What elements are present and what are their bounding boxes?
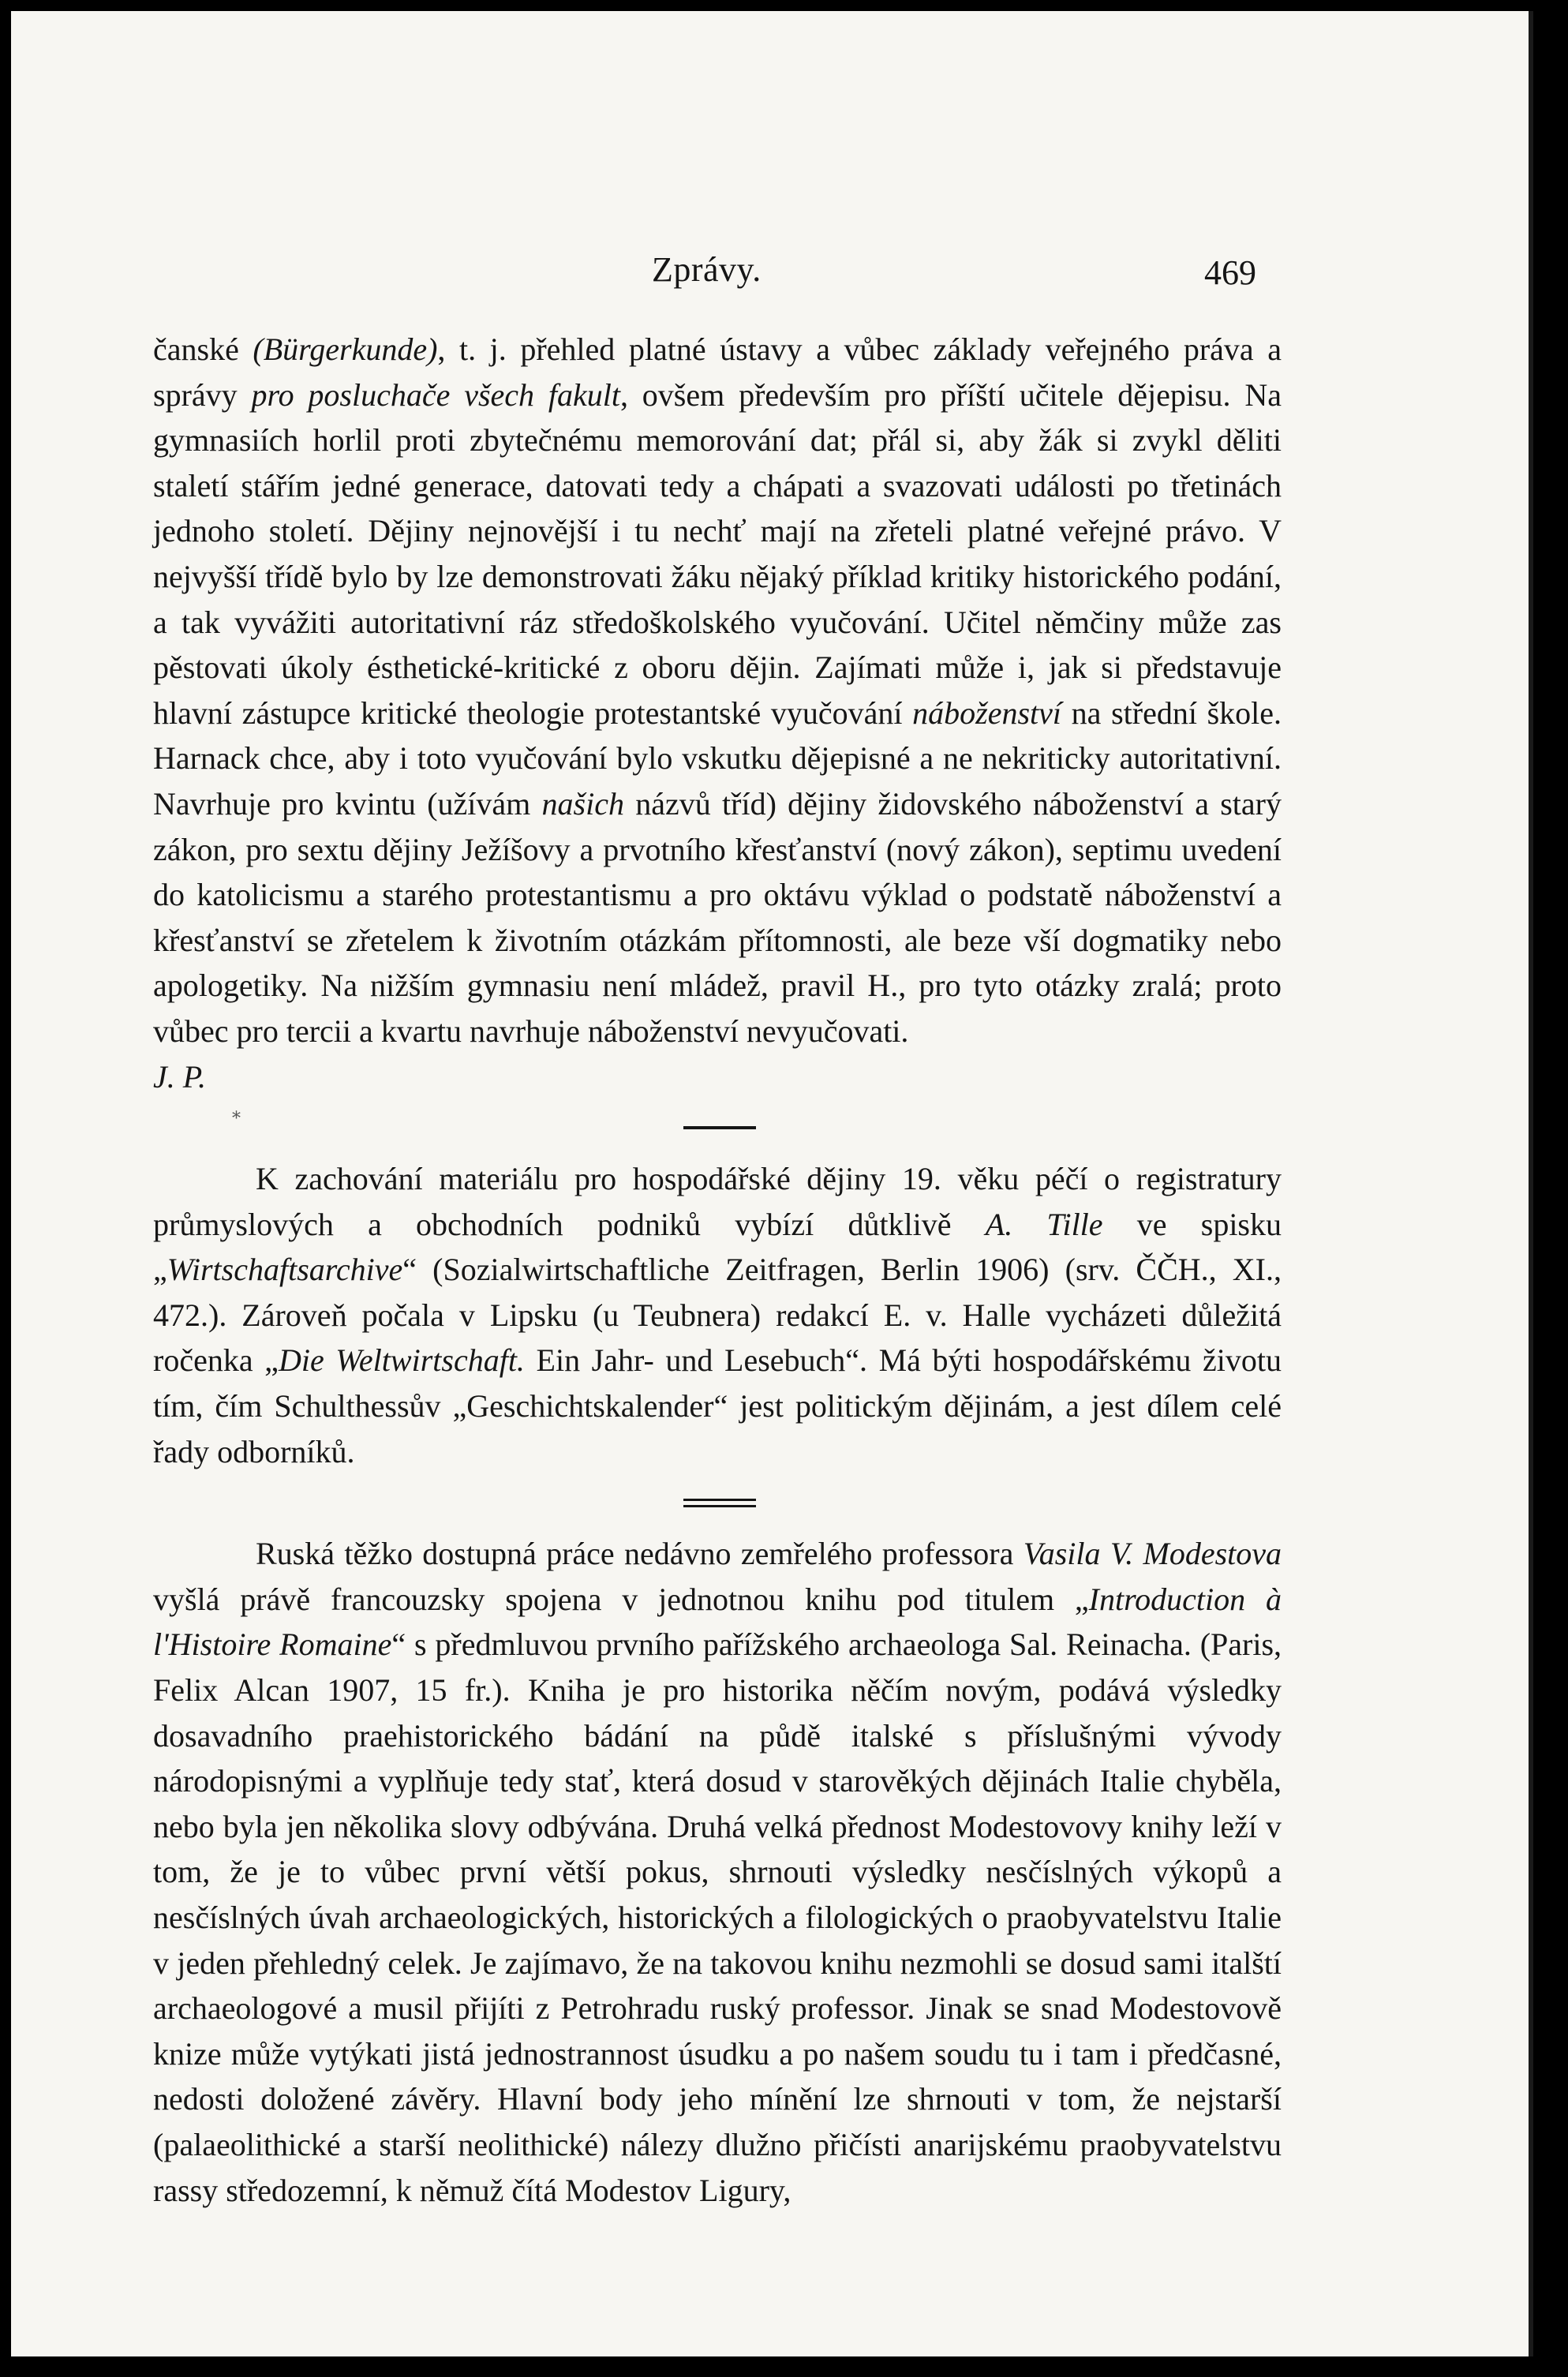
body-text bbox=[153, 327, 1282, 2213]
book-page bbox=[11, 11, 1533, 2356]
text-run: “ s předmluvou prvního pařížského archaeologa Sal. Reinacha. (Paris, Felix Alcan 1907, 15 fr.). Kniha je pro historika něčím novým, podává výsledky dosavadního praehistorického bádání na půdě italské s příslušnými vývody národopisnými a vyplňuje tedy stať, která dosud v starověkých dějinách Italie chyběla, nebo byla jen několika slovy odbývána. Druhá velká přednost Modestovovy knihy leží v tom, že je to vůbec první větší pokus, shrnouti výsledky nesčíslných výkopů a nesčíslných úvah archaeologických, historických a filologických o praobyvatelstvu Italie v jeden přehledný celek. Je zajímavo, že na takovou knihu nezmohli se dosud sami italští archaeologové a musil přijíti z Petrohradu ruský professor. Jinak se snad Modestovově knize může vytýkati jistá jednostrannost úsudku a po našem soudu tu i tam i předčasné, nedosti doložené závěry. Hlavní body jeho mínění lze shrnouti v tom, že nejstarší (palaeolithické a starší neolithické) nálezy dlužno přičísti anarijskému praobyvatelstvu rassy středozemní, k němuž čítá Modestov Ligury, bbox=[153, 1626, 1282, 2208]
italic-run: Vasila V. Modestova bbox=[1023, 1536, 1282, 1572]
section-separator bbox=[153, 1474, 1282, 1531]
text-run: na střední škole. Harnack chce, aby i toto vyučování bylo vskutku dějepisné a ne nekriticky autoritativní. Navrhuje pro kvintu (užívám bbox=[153, 694, 1282, 822]
margin-mark: ⁎ bbox=[232, 1102, 241, 1122]
running-head: Zprávy. bbox=[652, 250, 762, 289]
text-run: Ruská těžko dostupná práce nedávno zemřelého professora bbox=[256, 1536, 1024, 1572]
italic-run: pro posluchače všech fakult bbox=[251, 376, 620, 413]
text-run: , t. j. přehled platné ústavy a vůbec základy veřejného práva a správy bbox=[153, 331, 1282, 413]
text-run: ve spisku „ bbox=[153, 1206, 1282, 1288]
separator-double-rule bbox=[683, 1499, 756, 1501]
text-run: vyšlá právě francouzsky spojena v jednotnou knihu pod titulem „ bbox=[153, 1581, 1089, 1617]
italic-run: Wirtschaftsarchive bbox=[167, 1252, 403, 1288]
signature: J. P. bbox=[153, 1058, 207, 1095]
italic-run: náboženství bbox=[912, 694, 1062, 731]
page-number: 469 bbox=[1204, 253, 1256, 292]
italic-run: našich bbox=[541, 785, 624, 822]
italic-run: Introduction à l'Histoire Romaine bbox=[153, 1581, 1282, 1663]
italic-run: (Bürgerkunde) bbox=[253, 331, 438, 367]
text-run: K zachování materiálu pro hospodářské dějiny 19. věku péčí o registratury průmyslových a obchodních podniků vybízí důtklivě bbox=[153, 1161, 1282, 1242]
paragraph-3 bbox=[153, 1531, 1282, 2213]
page-header bbox=[11, 249, 1529, 297]
text-run: názvů tříd) dějiny židovského náboženství a starý zákon, pro sextu dějiny Ježíšovy a prvotního křesťanství (nový zákon), septimu uvedení do katolicismu a starého protestantismu a pro oktávu výklad o podstatě náboženství a křesťanství se zřetelem k životním otázkám přítomnosti, ale beze vší dogmatiky nebo apologetiky. Na nižším gymnasiu není mládež, pravil H., pro tyto otázky zralá; proto vůbec pro tercii a kvartu navrhuje náboženství nevyučovati. bbox=[153, 785, 1282, 1049]
text-run: čanské bbox=[153, 331, 253, 367]
italic-run: A. Tille bbox=[985, 1206, 1103, 1242]
text-run: , ovšem především pro příští učitele dějepisu. Na gymnasiích horlil proti zbytečnému memorování dat; přál si, aby žák si zvykl děliti staletí stářím jedné generace, datovati tedy a chápati a svazovati události po třetinách jednoho století. Dějiny nejnovější i tu nechť mají na zřeteli platné veřejné právo. V nejvyšší třídě bylo by lze demonstrovati žáku nějaký příklad kritiky historického podání, a tak vyvážiti autoritativní ráz středoškolského vyučování. Učitel němčiny může zas pěstovati úkoly ésthetické-kritické z oboru dějin. Zajímati může i, jak si představuje hlavní zástupce kritické theologie protestantské vyučování bbox=[153, 376, 1282, 731]
text-run: Ein Jahr- und Lesebuch“. Má býti hospodářskému životu tím, čím Schulthessův „Geschichtskalender“ jest politickým dějinám, a jest dílem celé řady odborníků. bbox=[153, 1342, 1282, 1469]
text-run: “ (Sozialwirtschaftliche Zeitfragen, Berlin 1906) (srv. ČČH., XI., 472.). Zároveň počala v Lipsku (u Teubnera) redakcí E. v. Halle vycházeti důležitá ročenka „ bbox=[153, 1252, 1282, 1379]
separator-rule bbox=[683, 1126, 756, 1129]
italic-run: Die Weltwirtschaft. bbox=[278, 1342, 525, 1379]
paragraph-1 bbox=[153, 327, 1282, 1054]
paragraph-2 bbox=[153, 1156, 1282, 1474]
section-separator bbox=[153, 1099, 1282, 1156]
